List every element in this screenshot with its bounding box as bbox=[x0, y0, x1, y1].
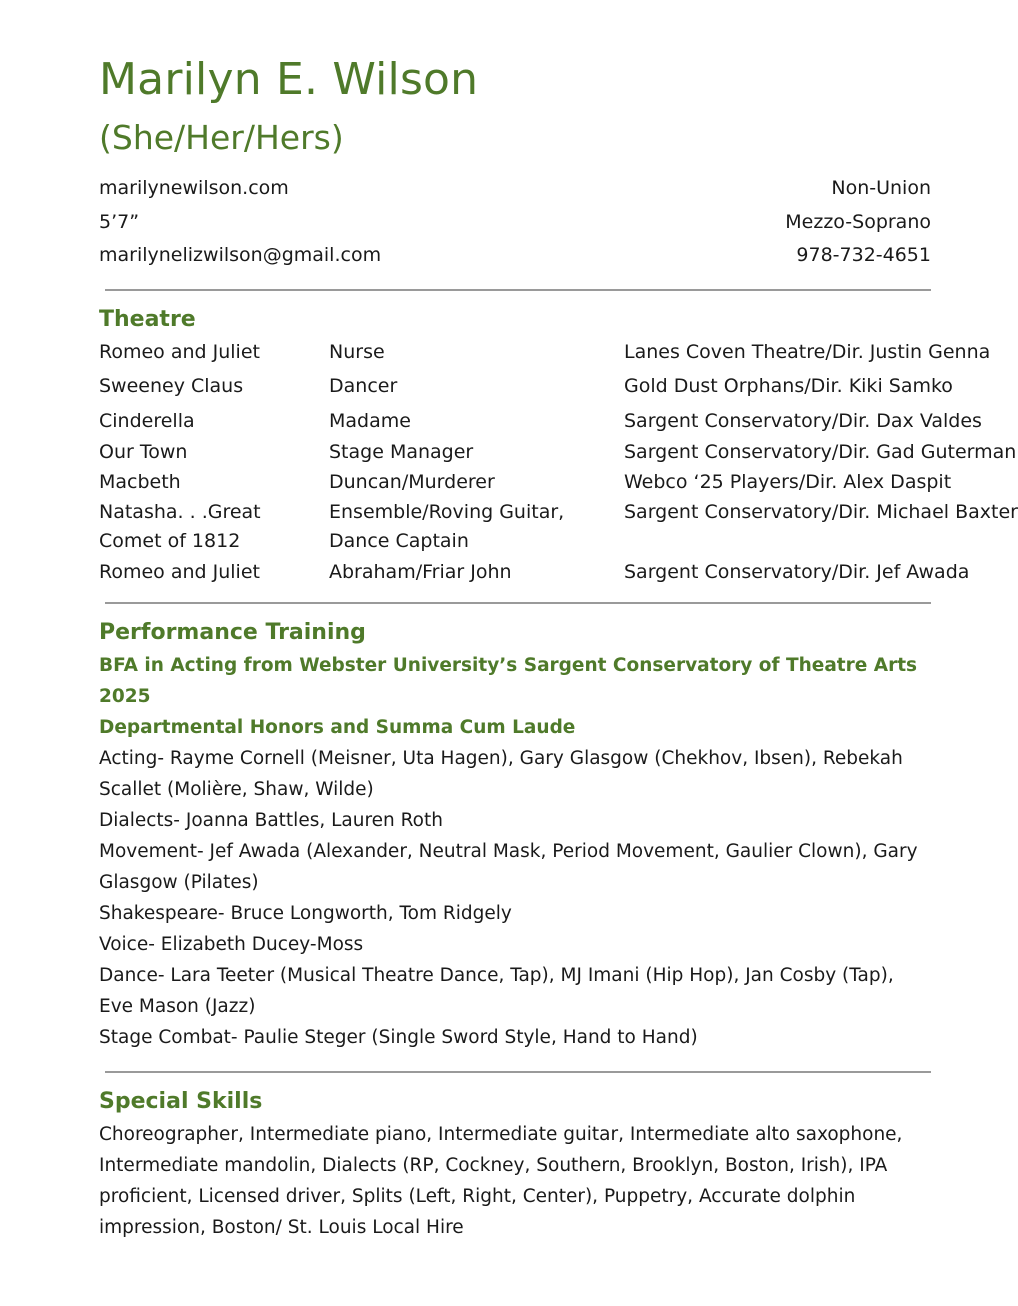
credit-row bbox=[99, 372, 1018, 401]
credit-company: Sargent Conservatory/Dir. Gad Guterman bbox=[624, 440, 1017, 463]
credit-row bbox=[99, 438, 1018, 467]
credit-company: Webco ‘25 Players/Dir. Alex Daspit bbox=[624, 470, 952, 493]
contact-block bbox=[99, 172, 931, 273]
training-item-voice: Voice- Elizabeth Ducey-Moss bbox=[99, 933, 364, 955]
pronouns: (She/Her/Hers) bbox=[99, 118, 344, 157]
credit-role: Stage Manager bbox=[329, 440, 474, 463]
resume-content bbox=[99, 52, 1018, 1243]
credit-show: Our Town bbox=[99, 440, 188, 463]
special-skills-text: Choreographer, Intermediate piano, Intermediate guitar, Intermediate alto saxophone, Intermediate mandolin, Dialects (RP, Cockney, Southern, Brooklyn, Boston, Irish), IPA proficient, Licensed driver, Splits (Left, Right, Center), Puppetry, Accurate dolphin impression, Boston/ St. Louis Local Hire bbox=[99, 1123, 903, 1238]
contact-row bbox=[99, 239, 931, 273]
credit-row bbox=[99, 338, 1018, 367]
training-item-stage-combat: Stage Combat- Paulie Steger (Single Sword Style, Hand to Hand) bbox=[99, 1026, 698, 1048]
honors-line: Departmental Honors and Summa Cum Laude bbox=[99, 716, 576, 738]
credit-row bbox=[99, 468, 1018, 497]
credit-role: Madame bbox=[329, 409, 411, 432]
training-item-dance: Dance- Lara Teeter (Musical Theatre Dance, Tap), MJ Imani (Hip Hop), Jan Cosby (Tap), Eve Mason (Jazz) bbox=[99, 964, 894, 1017]
credit-role: Duncan/Murderer bbox=[329, 470, 495, 493]
skills-heading: Special Skills bbox=[99, 1088, 263, 1114]
training-item-shakespeare: Shakespeare- Bruce Longworth, Tom Ridgely bbox=[99, 902, 512, 924]
credit-company: Gold Dust Orphans/Dir. Kiki Samko bbox=[624, 374, 953, 397]
divider bbox=[105, 602, 931, 604]
credit-company: Sargent Conservatory/Dir. Jef Awada bbox=[624, 560, 970, 583]
voice-type: Mezzo-Soprano bbox=[785, 210, 931, 233]
credit-company: Lanes Coven Theatre/Dir. Justin Genna bbox=[624, 340, 991, 363]
union-status: Non-Union bbox=[831, 177, 931, 199]
contact-row bbox=[99, 172, 931, 206]
divider bbox=[105, 289, 931, 291]
height: 5’7” bbox=[99, 210, 140, 233]
training-item-acting: Acting- Rayme Cornell (Meisner, Uta Hagen), Gary Glasgow (Chekhov, Ibsen), Rebekah Scallet (Molière, Shaw, Wilde) bbox=[99, 747, 903, 800]
theatre-credits-table bbox=[99, 338, 1018, 587]
credit-row bbox=[99, 498, 1018, 556]
credit-role: Abraham/Friar John bbox=[329, 560, 512, 583]
credit-show: Sweeney Claus bbox=[99, 374, 244, 397]
website[interactable]: marilynewilson.com bbox=[99, 177, 289, 199]
credit-show: Natasha. . .Great Comet of 1812 bbox=[99, 500, 261, 552]
credit-company: Sargent Conservatory/Dir. Dax Valdes bbox=[624, 409, 982, 432]
credit-company: Sargent Conservatory/Dir. Michael Baxter bbox=[624, 500, 1018, 523]
contact-row bbox=[99, 206, 931, 240]
credit-show: Cinderella bbox=[99, 409, 195, 432]
credit-row bbox=[99, 407, 1018, 436]
email[interactable]: marilynelizwilson@gmail.com bbox=[99, 244, 382, 266]
credit-role: Dancer bbox=[329, 374, 398, 397]
divider bbox=[105, 1071, 931, 1073]
theatre-heading: Theatre bbox=[99, 306, 196, 332]
training-heading: Performance Training bbox=[99, 619, 366, 645]
credit-row bbox=[99, 558, 1018, 587]
credit-show: Macbeth bbox=[99, 470, 181, 493]
credit-show: Romeo and Juliet bbox=[99, 340, 260, 363]
phone: 978-732-4651 bbox=[796, 244, 931, 266]
credit-role: Nurse bbox=[329, 340, 385, 363]
degree-line: BFA in Acting from Webster University’s Sargent Conservatory of Theatre Arts 2025 bbox=[99, 654, 918, 707]
training-item-dialects: Dialects- Joanna Battles, Lauren Roth bbox=[99, 809, 443, 831]
actor-name: Marilyn E. Wilson bbox=[99, 54, 479, 105]
training-item-movement: Movement- Jef Awada (Alexander, Neutral Mask, Period Movement, Gaulier Clown), Gary Glasgow (Pilates) bbox=[99, 840, 918, 893]
credit-show: Romeo and Juliet bbox=[99, 560, 260, 583]
credit-role: Ensemble/Roving Guitar, Dance Captain bbox=[329, 500, 565, 552]
